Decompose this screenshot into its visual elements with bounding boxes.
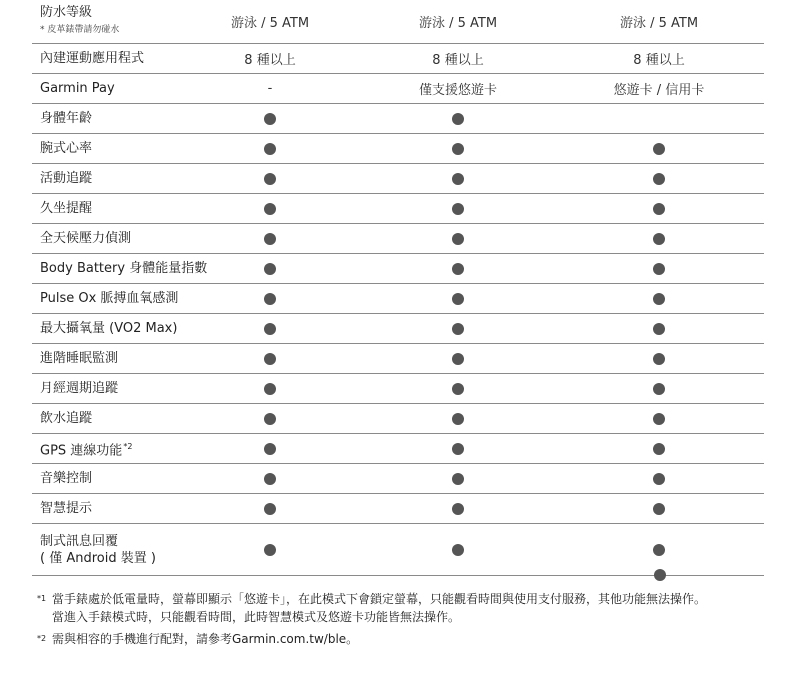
table-row <box>32 374 764 404</box>
feature-cell-col3 <box>609 194 709 223</box>
supported-dot-icon <box>452 353 464 365</box>
feature-cell-col2 <box>408 374 508 403</box>
row-label-text: 內建運動應用程式 <box>40 51 145 66</box>
row-label <box>32 170 234 187</box>
footnote-1-mark: *1 <box>37 594 47 603</box>
feature-cell-col2 <box>408 134 508 163</box>
row-label <box>32 320 234 337</box>
row-label <box>32 470 234 487</box>
footnote-1-line2: 當進入手錶模式時，只能觀看時間，此時智慧模式及悠遊卡功能皆無法操作。 <box>52 610 461 624</box>
feature-cell-col1 <box>220 284 320 313</box>
table-row <box>32 434 764 464</box>
supported-dot-icon <box>653 203 665 215</box>
feature-cell-col1 <box>220 194 320 223</box>
supported-dot-icon <box>452 473 464 485</box>
row-label <box>32 140 234 157</box>
footnote-1-line1: 當手錶處於低電量時，螢幕即顯示「悠遊卡」，在此模式下會鎖定螢幕，只能觀看時間與使用支付服務，其他功能無法操作。 <box>52 592 707 606</box>
feature-cell-col2 <box>408 254 508 283</box>
feature-cell-col2 <box>408 404 508 433</box>
feature-cell-col3 <box>609 374 709 403</box>
supported-dot-icon <box>264 473 276 485</box>
row-label-text: GPS 連線功能 <box>40 443 123 459</box>
row-label-text: Body Battery 身體能量指數 <box>40 261 208 276</box>
row-label-text: 進階睡眠監測 <box>40 351 119 366</box>
supported-dot-icon <box>264 263 276 275</box>
table-row <box>32 284 764 314</box>
supported-dot-icon <box>452 323 464 335</box>
feature-cell-col3 <box>609 284 709 313</box>
row-label-text: Pulse Ox 脈搏血氧感測 <box>40 291 179 306</box>
table-row <box>32 314 764 344</box>
row-label-footnote-mark: *2 <box>123 441 133 451</box>
supported-dot-icon <box>264 203 276 215</box>
feature-cell-col2 <box>408 314 508 343</box>
row-label <box>32 200 234 217</box>
footnote-2-mark: *2 <box>37 634 47 643</box>
col1-header: 游泳 / 5 ATM <box>230 16 310 31</box>
row-label-text: 腕式心率 <box>40 141 93 156</box>
table-row <box>32 74 764 104</box>
supported-dot-icon <box>264 353 276 365</box>
feature-cell-col3 <box>609 464 709 493</box>
row-label <box>32 533 234 567</box>
footnote-2 <box>36 630 776 648</box>
feature-cell-col1 <box>220 254 320 283</box>
supported-dot-icon <box>653 233 665 245</box>
feature-cell-col2 <box>408 224 508 253</box>
water-rating-label <box>32 4 234 39</box>
value-cell-col2: 8 種以上 <box>432 53 484 68</box>
feature-cell-col2 <box>408 494 508 523</box>
feature-cell-col3 <box>609 254 709 283</box>
table-row <box>32 194 764 224</box>
footnotes <box>36 590 776 648</box>
feature-cell-col3 <box>609 404 709 433</box>
supported-dot-icon <box>452 203 464 215</box>
row-label-text: 全天候壓力偵測 <box>40 231 132 246</box>
feature-cell-col2 <box>408 344 508 373</box>
supported-dot-icon <box>452 413 464 425</box>
feature-cell-col1 <box>220 344 320 373</box>
feature-cell-col1 <box>220 494 320 523</box>
supported-dot-icon <box>653 143 665 155</box>
col2-header: 游泳 / 5 ATM <box>418 16 498 31</box>
feature-cell-col3 <box>609 434 709 463</box>
row-label-text: 身體年齡 <box>40 111 93 126</box>
value-cell-col2: 僅支援悠遊卡 <box>418 83 497 98</box>
table-body <box>32 44 764 576</box>
supported-dot-icon <box>653 383 665 395</box>
row-label-subtext: ( 僅 Android 裝置 ) <box>40 550 156 566</box>
supported-dot-icon <box>264 143 276 155</box>
feature-cell-col1 <box>220 314 320 343</box>
table-row <box>32 224 764 254</box>
supported-dot-icon <box>653 263 665 275</box>
supported-dot-icon <box>452 293 464 305</box>
supported-dot-icon <box>452 503 464 515</box>
row-label-text: 音樂控制 <box>40 471 93 486</box>
table-row <box>32 344 764 374</box>
table-row <box>32 524 764 576</box>
table-row <box>32 104 764 134</box>
row-label-text: 智慧提示 <box>40 501 93 516</box>
feature-cell-col1 <box>220 134 320 163</box>
table-row <box>32 404 764 434</box>
feature-cell-col3 <box>609 524 709 575</box>
row-label <box>32 50 234 67</box>
supported-dot-icon <box>264 443 276 455</box>
feature-cell-col3 <box>609 104 709 133</box>
supported-dot-icon <box>653 323 665 335</box>
feature-cell-col3 <box>609 494 709 523</box>
row-label-text: 月經週期追蹤 <box>40 381 119 396</box>
feature-cell-col1 <box>220 164 320 193</box>
footnote-1 <box>36 590 776 608</box>
feature-cell-col3 <box>609 134 709 163</box>
col3-header: 游泳 / 5 ATM <box>619 16 699 31</box>
supported-dot-icon <box>653 544 665 556</box>
value-cell-col3: 8 種以上 <box>633 53 685 68</box>
table-row <box>32 164 764 194</box>
supported-dot-icon <box>264 113 276 125</box>
supported-dot-icon <box>653 503 665 515</box>
row-label-text: 活動追蹤 <box>40 171 93 186</box>
stray-dot-icon <box>654 569 666 581</box>
supported-dot-icon <box>452 544 464 556</box>
feature-cell-col3 <box>609 344 709 373</box>
supported-dot-icon <box>452 263 464 275</box>
supported-dot-icon <box>452 173 464 185</box>
row-label <box>32 438 234 459</box>
row-label <box>32 110 234 127</box>
supported-dot-icon <box>452 143 464 155</box>
supported-dot-icon <box>452 113 464 125</box>
feature-cell-col2 <box>408 104 508 133</box>
leather-strap-note: * 皮革錶帶請勿碰水 <box>40 25 120 35</box>
supported-dot-icon <box>264 293 276 305</box>
supported-dot-icon <box>264 413 276 425</box>
value-cell-col1: 8 種以上 <box>244 53 296 68</box>
feature-cell-col1 <box>220 404 320 433</box>
row-label <box>32 380 234 397</box>
water-rating-title: 防水等級 <box>40 5 93 20</box>
supported-dot-icon <box>264 544 276 556</box>
feature-cell-col1 <box>220 374 320 403</box>
feature-cell-col2 <box>408 164 508 193</box>
table-row <box>32 464 764 494</box>
feature-cell-col1 <box>220 434 320 463</box>
feature-cell-col1 <box>220 104 320 133</box>
supported-dot-icon <box>264 173 276 185</box>
row-label-text: Garmin Pay <box>40 81 115 96</box>
feature-cell-col2 <box>408 434 508 463</box>
row-label <box>32 230 234 247</box>
feature-cell-col1 <box>220 524 320 575</box>
row-label-text: 最大攝氧量 (VO2 Max) <box>40 321 178 336</box>
feature-cell-col3 <box>609 164 709 193</box>
feature-cell-col2 <box>408 464 508 493</box>
row-label <box>32 350 234 367</box>
supported-dot-icon <box>264 383 276 395</box>
row-label <box>32 260 234 277</box>
table-row <box>32 134 764 164</box>
supported-dot-icon <box>653 353 665 365</box>
table-row <box>32 494 764 524</box>
supported-dot-icon <box>452 383 464 395</box>
supported-dot-icon <box>264 233 276 245</box>
feature-cell-col2 <box>408 194 508 223</box>
row-label <box>32 290 234 307</box>
supported-dot-icon <box>452 233 464 245</box>
feature-cell-col1 <box>220 464 320 493</box>
feature-cell-col2 <box>408 284 508 313</box>
header-row <box>32 0 764 44</box>
row-label <box>32 410 234 427</box>
supported-dot-icon <box>653 293 665 305</box>
supported-dot-icon <box>264 503 276 515</box>
row-label <box>32 80 234 97</box>
supported-dot-icon <box>653 413 665 425</box>
row-label-text: 飲水追蹤 <box>40 411 93 426</box>
supported-dot-icon <box>653 173 665 185</box>
table-row <box>32 44 764 74</box>
supported-dot-icon <box>452 443 464 455</box>
feature-cell-col3 <box>609 314 709 343</box>
supported-dot-icon <box>653 473 665 485</box>
feature-cell-col2 <box>408 524 508 575</box>
row-label-text: 制式訊息回覆 <box>40 533 119 549</box>
supported-dot-icon <box>264 323 276 335</box>
spec-table <box>32 0 764 576</box>
footnote-2-line1: 需與相容的手機進行配對，請參考Garmin.com.tw/ble。 <box>52 632 359 646</box>
value-cell-col3: 悠遊卡 / 信用卡 <box>613 83 705 98</box>
supported-dot-icon <box>653 443 665 455</box>
value-cell-col1: - <box>267 81 273 96</box>
feature-cell-col1 <box>220 224 320 253</box>
table-row <box>32 254 764 284</box>
row-label-text: 久坐提醒 <box>40 201 93 216</box>
row-label <box>32 500 234 517</box>
feature-cell-col3 <box>609 224 709 253</box>
